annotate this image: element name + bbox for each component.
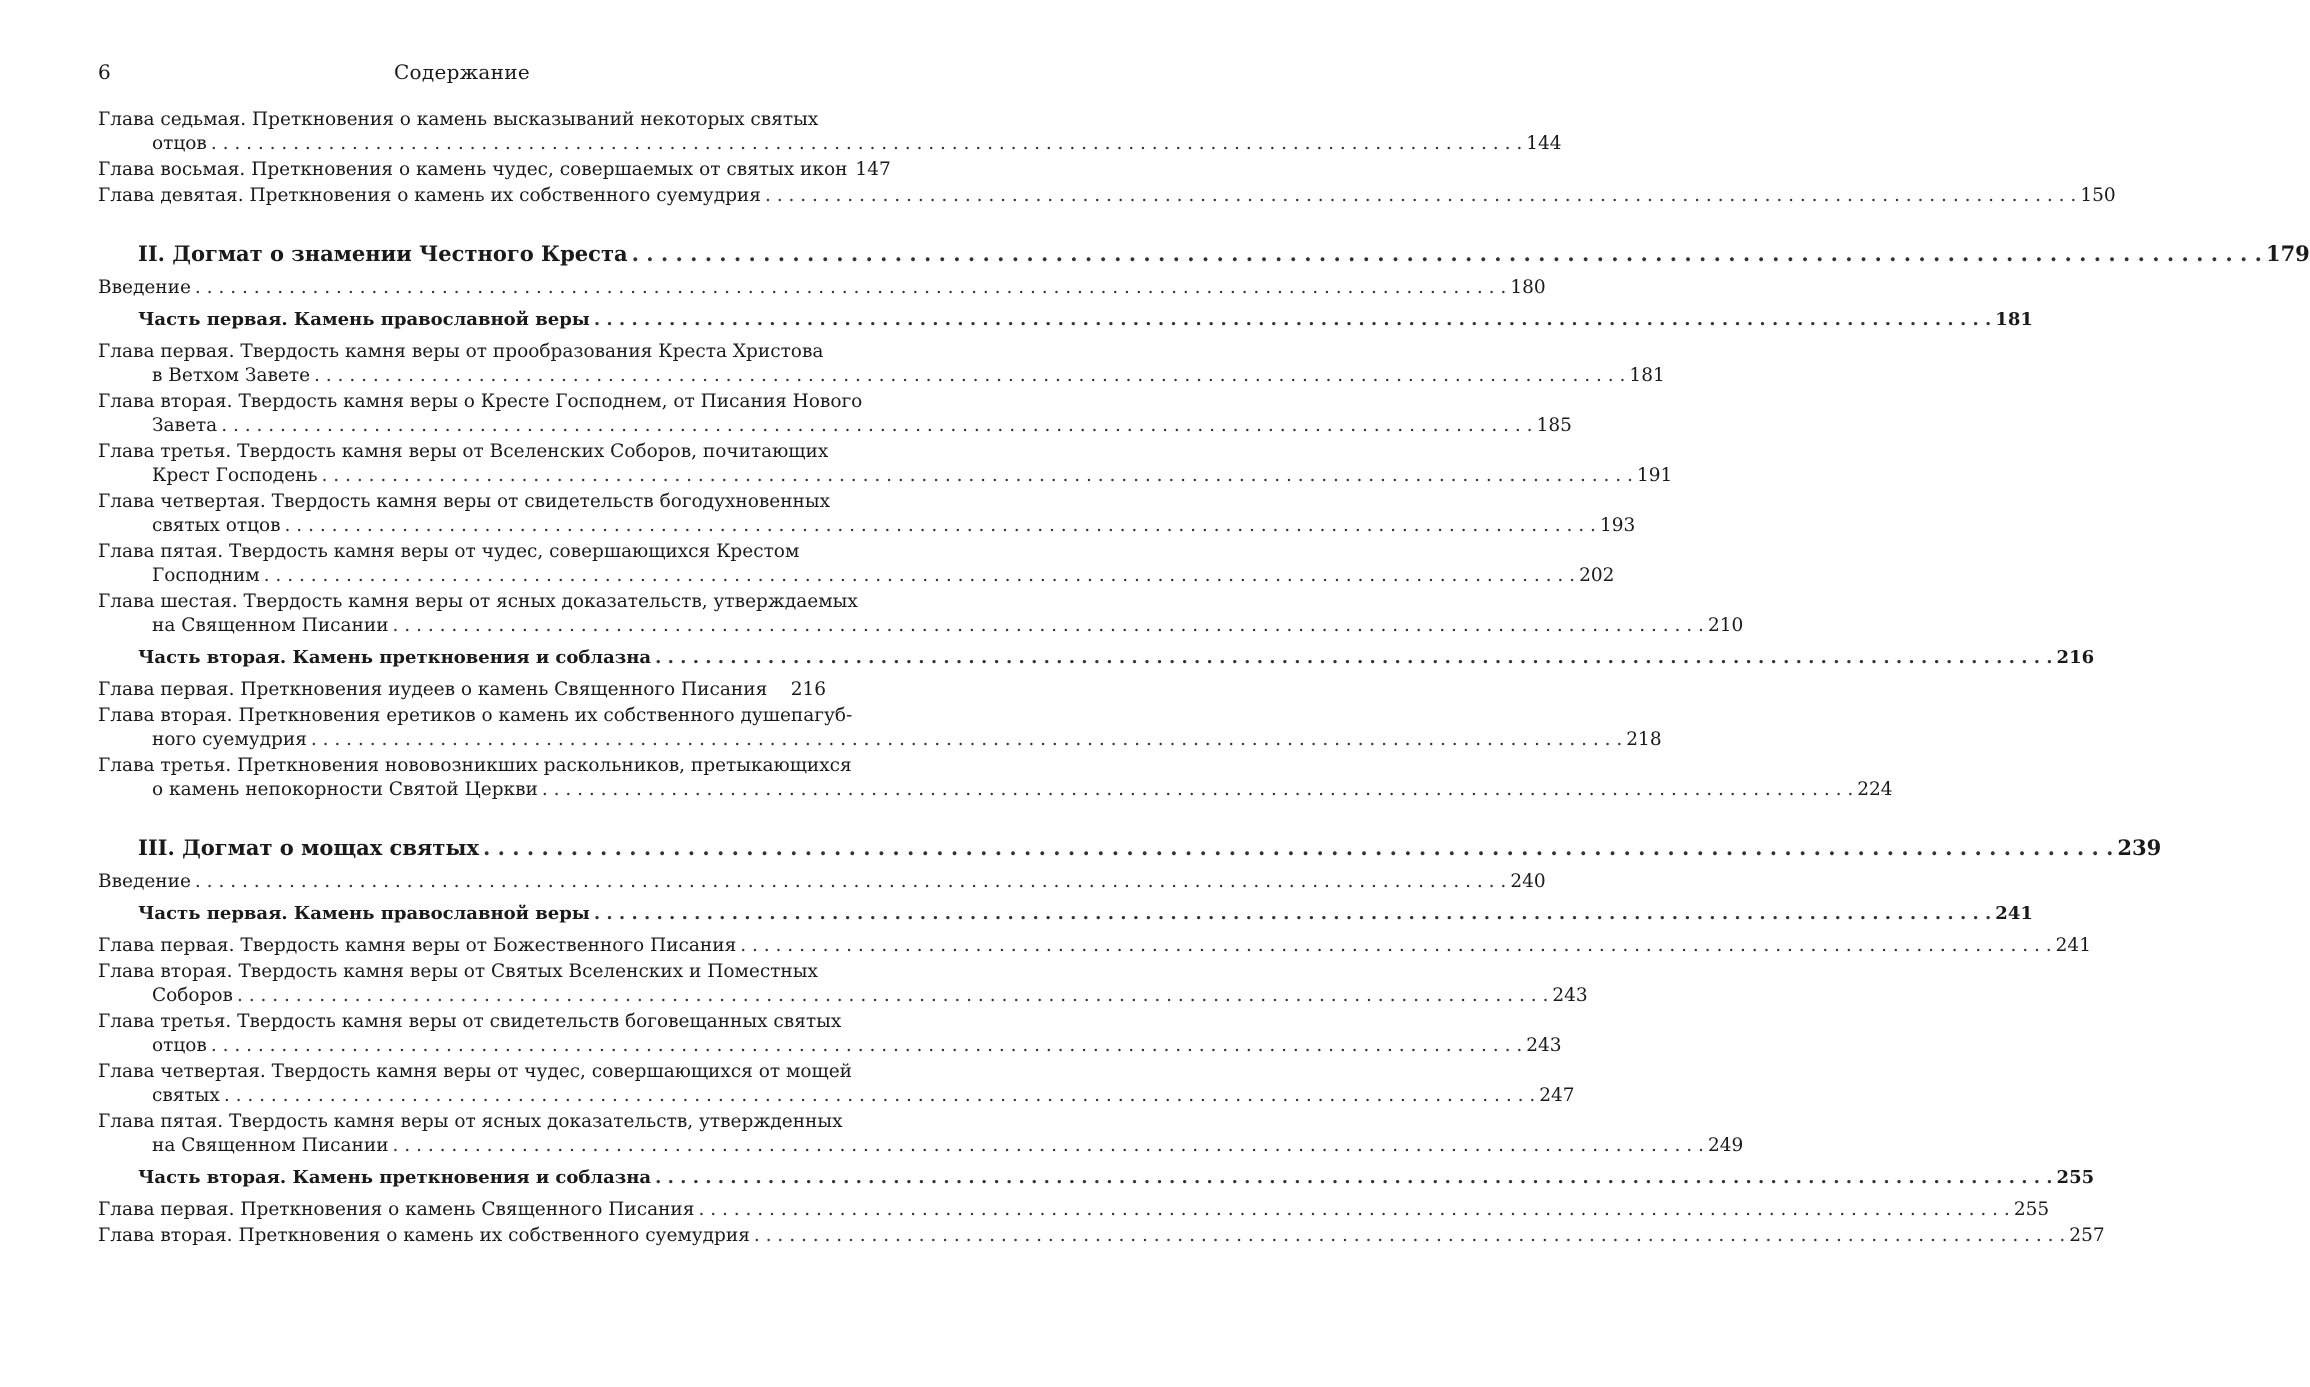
- toc-entry-text: Введение: [98, 277, 191, 298]
- toc-part[interactable]: [98, 646, 2095, 670]
- toc-entry-line: [98, 1166, 2095, 1190]
- toc-page-number: 255: [2056, 1167, 2095, 1188]
- toc-entry-line: [98, 870, 1546, 894]
- dot-leader: [765, 184, 2076, 208]
- toc-entry-line: [98, 1224, 2105, 1248]
- toc-page-number: 193: [1599, 515, 1636, 536]
- toc-entry-text: ного суемудрия: [152, 729, 307, 750]
- dot-leader: [285, 514, 1596, 538]
- toc-entry-line: [98, 646, 2095, 670]
- toc-entry-line: [98, 614, 1744, 638]
- toc-entry-text: Глава вторая. Преткновения еретиков о камень их собственного душепагуб-: [98, 705, 853, 726]
- dot-leader: [393, 614, 1704, 638]
- toc-entry-text: Введение: [98, 871, 191, 892]
- toc-entry-text: Глава вторая. Твердость камня веры от Святых Вселенских и Поместных: [98, 961, 818, 982]
- toc-entry-text: отцов: [152, 133, 207, 154]
- dot-leader: [483, 834, 2113, 862]
- toc-entry-line: [98, 1034, 1562, 1058]
- toc-page-number: 216: [790, 679, 826, 700]
- spacer: [98, 638, 826, 646]
- toc-section[interactable]: [98, 834, 2162, 862]
- toc-chapter[interactable]: [98, 960, 1588, 1008]
- toc-entry-text: III. Догмат о мощах святых: [138, 835, 480, 860]
- toc-page-number: 202: [1579, 565, 1615, 586]
- toc-page-number: 255: [2013, 1199, 2050, 1220]
- spacer: [98, 926, 826, 934]
- toc-chapter[interactable]: [98, 590, 1744, 638]
- toc-chapter[interactable]: [98, 678, 826, 702]
- toc-chapter[interactable]: [98, 340, 1665, 388]
- toc-entry-text: Глава седьмая. Преткновения о камень высказываний некоторых святых: [98, 109, 819, 130]
- toc-entry-text: Глава первая. Твердость камня веры от Божественного Писания: [98, 935, 737, 956]
- toc-entry-text: о камень непокорности Святой Церкви: [152, 779, 538, 800]
- dot-leader: [322, 464, 1633, 488]
- dot-leader: [740, 934, 2051, 958]
- dot-leader: [314, 364, 1625, 388]
- dot-leader: [211, 132, 1522, 156]
- toc-page-number: 144: [1526, 133, 1562, 154]
- section-gap: [98, 802, 826, 834]
- table-of-contents: [98, 106, 2310, 1248]
- toc-chapter[interactable]: [98, 1060, 1575, 1108]
- toc-entry-text: Глава пятая. Твердость камня веры от чудес, совершающихся Крестом: [98, 541, 800, 562]
- toc-page-number: 243: [1526, 1035, 1562, 1056]
- spacer: [98, 300, 826, 308]
- dot-leader: [264, 564, 1575, 588]
- toc-entry-line: [98, 464, 1673, 488]
- spacer: [98, 268, 826, 276]
- toc-entry-text: отцов: [152, 1035, 207, 1056]
- toc-page-number: 241: [2055, 935, 2091, 956]
- toc-entry-line: [98, 834, 2162, 862]
- toc-entry-line: [98, 984, 1588, 1008]
- toc-page-number: 218: [1626, 729, 1662, 750]
- toc-chapter[interactable]: [98, 1010, 1562, 1058]
- toc-chapter[interactable]: [98, 540, 1615, 588]
- toc-entry-line: [98, 184, 2116, 208]
- dot-leader: [655, 1166, 2052, 1190]
- toc-entry-text: Глава шестая. Твердость камня веры от ясных доказательств, утверждаемых: [98, 591, 858, 612]
- dot-leader: [221, 414, 1532, 438]
- toc-chapter[interactable]: [98, 1110, 1744, 1158]
- toc-entry-text: Глава первая. Преткновения иудеев о камень Священного Писания: [98, 679, 768, 700]
- page-header: [98, 60, 826, 94]
- spacer: [98, 862, 826, 870]
- toc-chapter[interactable]: [98, 704, 1662, 752]
- toc-page-number: 249: [1707, 1135, 1744, 1156]
- spacer: [98, 1158, 826, 1166]
- toc-page-number: 224: [1857, 779, 1893, 800]
- toc-page-number: 179: [2265, 241, 2310, 266]
- toc-entry-text: Глава первая. Твердость камня веры от прообразования Креста Христова: [98, 341, 824, 362]
- toc-entry-text: Завета: [152, 415, 218, 436]
- toc-page-number: 150: [2080, 185, 2116, 206]
- toc-entry-text: святых отцов: [152, 515, 281, 536]
- toc-entry-text: Глава восьмая. Преткновения о камень чудес, совершаемых от святых икон: [98, 159, 848, 180]
- toc-page-number: 257: [2069, 1225, 2105, 1246]
- toc-entry-line: [98, 678, 826, 702]
- toc-chapter[interactable]: [98, 870, 1546, 894]
- toc-entry-line: [98, 240, 2310, 268]
- toc-page-number: 239: [2117, 835, 2162, 860]
- toc-entry-line: [98, 364, 1665, 388]
- toc-chapter[interactable]: [98, 1224, 2105, 1248]
- toc-entry-line: [98, 132, 1562, 156]
- toc-entry-line: [98, 158, 891, 182]
- toc-entry-text: Соборов: [152, 985, 233, 1006]
- toc-entry-text: Часть первая. Камень православной веры: [138, 309, 590, 330]
- toc-page-number: 210: [1707, 615, 1744, 636]
- toc-entry-text: II. Догмат о знамении Честного Креста: [138, 241, 628, 266]
- toc-page-number: 147: [855, 159, 891, 180]
- toc-entry-line: [98, 514, 1636, 538]
- dot-leader: [224, 1084, 1535, 1108]
- toc-entry-text: на Священном Писании: [152, 615, 389, 636]
- running-title: Содержание: [393, 60, 531, 84]
- toc-chapter[interactable]: [98, 934, 2091, 958]
- toc-chapter[interactable]: [98, 276, 1546, 300]
- toc-chapter[interactable]: [98, 158, 891, 182]
- dot-leader: [393, 1134, 1704, 1158]
- spacer: [98, 670, 826, 678]
- toc-chapter[interactable]: [98, 754, 1893, 802]
- toc-entry-text: Крест Господень: [152, 465, 318, 486]
- toc-entry-text: Господним: [152, 565, 260, 586]
- toc-entry-text: Глава четвертая. Твердость камня веры от свидетельств богодухновенных: [98, 491, 831, 512]
- toc-entry-line: [98, 778, 1893, 802]
- toc-chapter[interactable]: [98, 184, 2116, 208]
- dot-leader: [698, 1198, 2009, 1222]
- toc-entry-text: Глава четвертая. Твердость камня веры от чудес, совершающихся от мощей: [98, 1061, 852, 1082]
- toc-chapter[interactable]: [98, 390, 1572, 438]
- page-number: 6: [98, 60, 111, 84]
- toc-page-number: 185: [1536, 415, 1572, 436]
- dot-leader: [542, 778, 1853, 802]
- toc-entry-text: Глава вторая. Твердость камня веры о Кресте Господнем, от Писания Нового: [98, 391, 863, 412]
- dot-leader: [754, 1224, 2065, 1248]
- dot-leader: [311, 728, 1622, 752]
- toc-entry-text: в Ветхом Завете: [152, 365, 311, 386]
- toc-chapter[interactable]: [98, 440, 1673, 488]
- toc-entry-text: святых: [152, 1085, 220, 1106]
- toc-entry-text: на Священном Писании: [152, 1135, 389, 1156]
- toc-page-number: 216: [2056, 647, 2095, 668]
- dot-leader: [237, 984, 1548, 1008]
- toc-entry-line: [98, 1198, 2050, 1222]
- dot-leader: [632, 240, 2262, 268]
- toc-entry-text: Глава девятая. Преткновения о камень их собственного суемудрия: [98, 185, 761, 206]
- toc-chapter[interactable]: [98, 490, 1636, 538]
- toc-entry-line: [98, 902, 2033, 926]
- toc-page-number: 240: [1510, 871, 1546, 892]
- toc-part[interactable]: [98, 1166, 2095, 1190]
- toc-entry-text: Глава первая. Преткновения о камень Священного Писания: [98, 1199, 695, 1220]
- dot-leader: [195, 276, 1506, 300]
- toc-entry-text: Глава вторая. Преткновения о камень их собственного суемудрия: [98, 1225, 750, 1246]
- toc-entry-line: [98, 728, 1662, 752]
- toc-page-number: 181: [1995, 309, 2033, 330]
- dot-leader: [594, 308, 1991, 332]
- toc-entry-text: Часть вторая. Камень преткновения и соблазна: [138, 1167, 652, 1188]
- spacer: [98, 894, 826, 902]
- toc-entry-line: [98, 1084, 1575, 1108]
- toc-entry-text: Часть вторая. Камень преткновения и соблазна: [138, 647, 652, 668]
- toc-entry-text: Глава третья. Твердость камня веры от свидетельств боговещанных святых: [98, 1011, 842, 1032]
- toc-entry-line: [98, 276, 1546, 300]
- toc-part[interactable]: [98, 902, 2033, 926]
- dot-leader: [594, 902, 1991, 926]
- spacer: [98, 1190, 826, 1198]
- toc-entry-text: Глава третья. Преткновения нововозникших раскольников, претыкающихся: [98, 755, 852, 776]
- toc-entry-text: Глава пятая. Твердость камня веры от ясных доказательств, утвержденных: [98, 1111, 843, 1132]
- dot-leader: [655, 646, 2052, 670]
- toc-entry-line: [98, 564, 1615, 588]
- toc-section[interactable]: [98, 240, 2310, 268]
- dot-leader: [211, 1034, 1522, 1058]
- toc-entry-line: [98, 1134, 1744, 1158]
- toc-chapter[interactable]: [98, 108, 1562, 156]
- toc-page-number: 243: [1552, 985, 1588, 1006]
- toc-entry-text: Часть первая. Камень православной веры: [138, 903, 590, 924]
- dot-leader: [195, 870, 1506, 894]
- toc-page-number: 191: [1636, 465, 1673, 486]
- toc-page-number: 181: [1629, 365, 1665, 386]
- toc-chapter[interactable]: [98, 1198, 2050, 1222]
- toc-entry-line: [98, 414, 1572, 438]
- spacer: [98, 332, 826, 340]
- section-gap: [98, 208, 826, 240]
- toc-entry-text: Глава третья. Твердость камня веры от Вселенских Соборов, почитающих: [98, 441, 829, 462]
- toc-page-number: 241: [1995, 903, 2033, 924]
- toc-page-number: 247: [1539, 1085, 1575, 1106]
- toc-part[interactable]: [98, 308, 2033, 332]
- toc-entry-line: [98, 308, 2033, 332]
- toc-entry-line: [98, 934, 2091, 958]
- toc-page-number: 180: [1510, 277, 1546, 298]
